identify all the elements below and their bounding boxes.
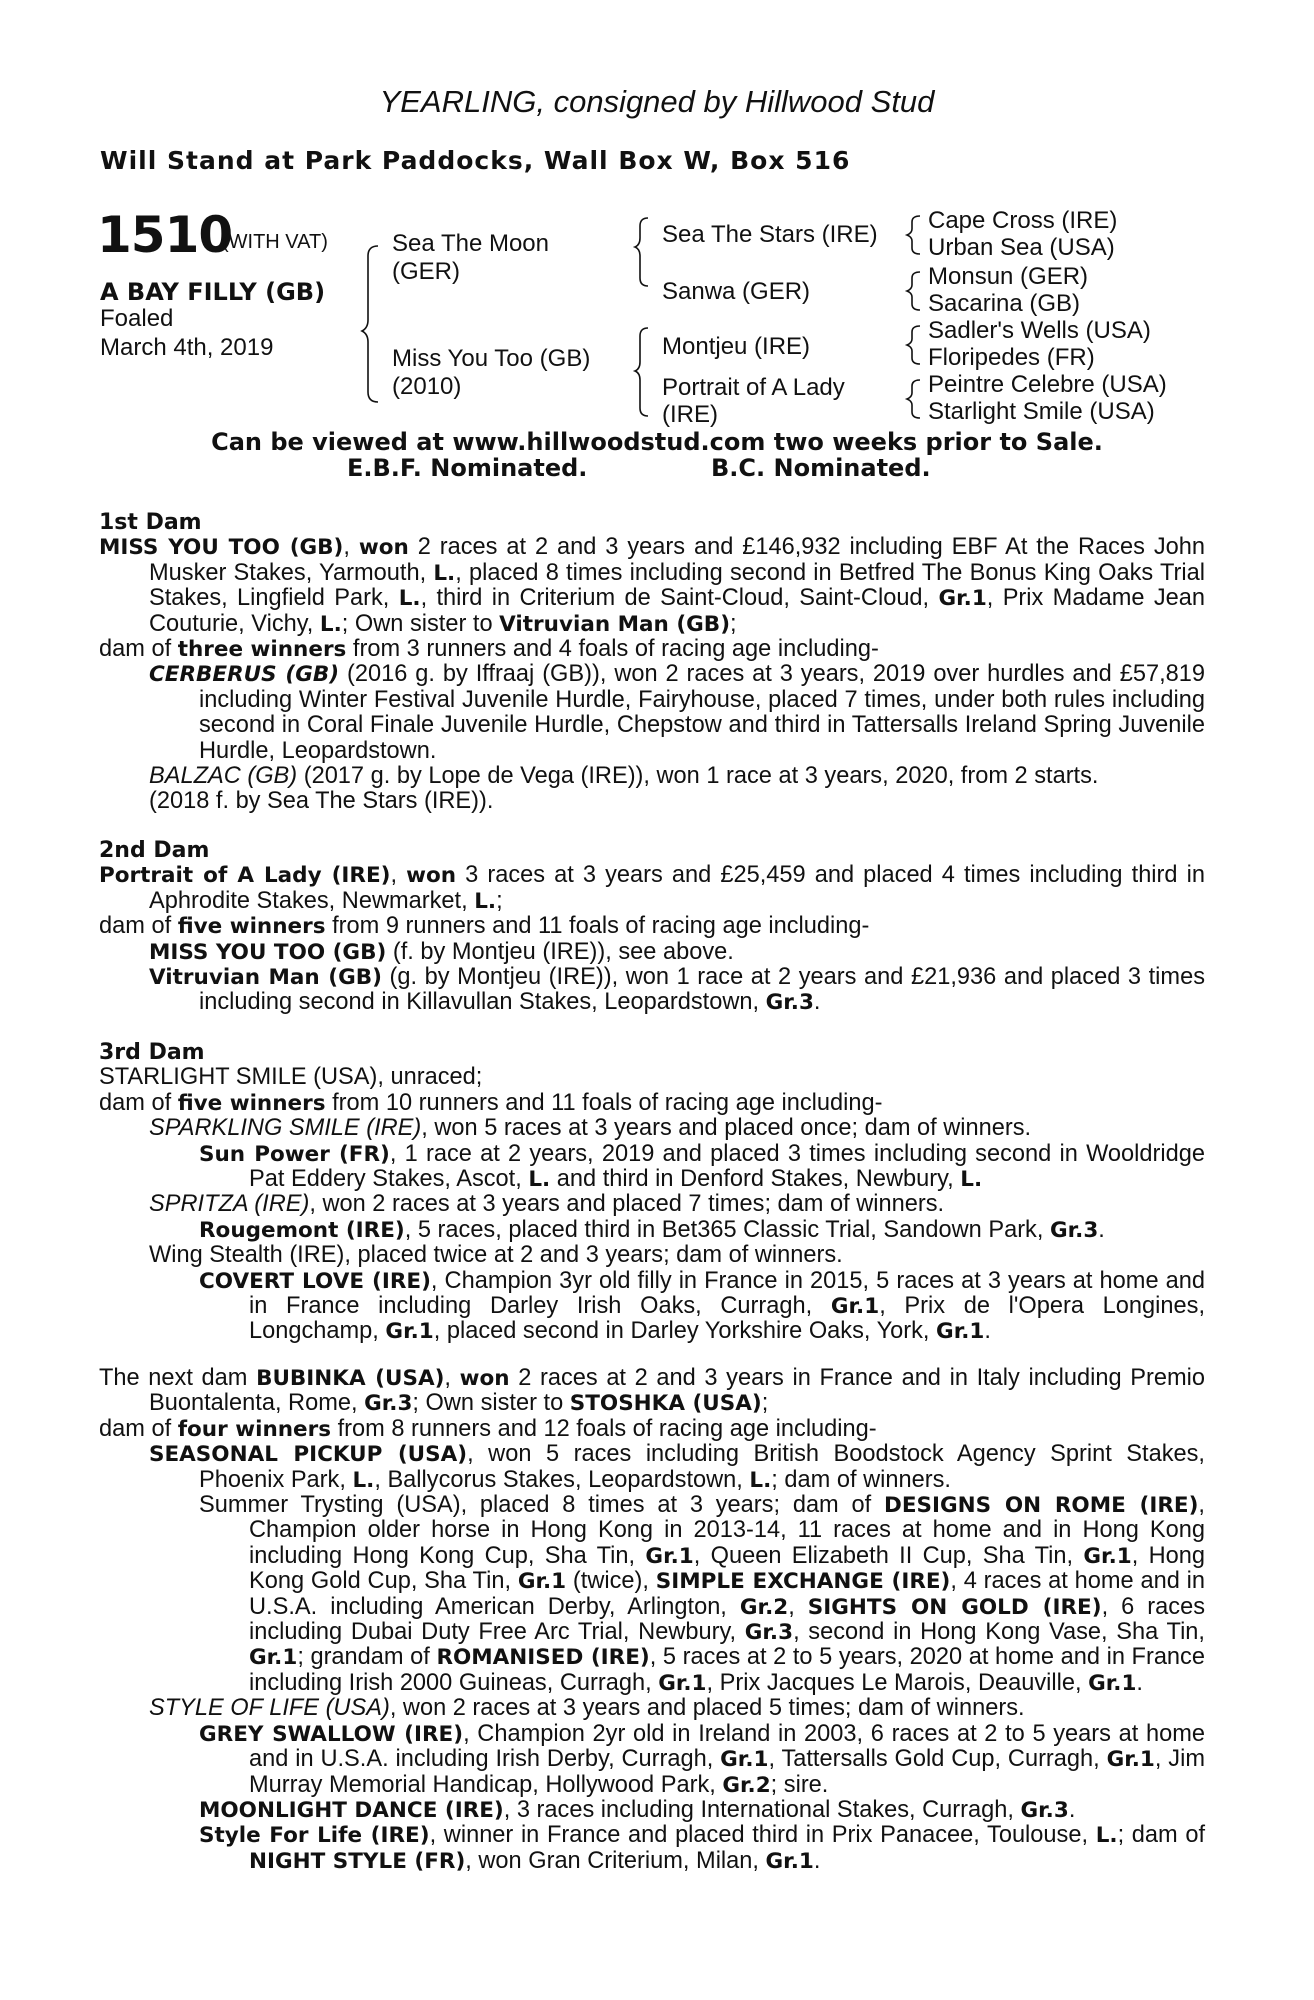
produce-summer-trysting: Summer Trysting (USA), placed 8 times at 3 years; dam of DESIGNS ON ROME (IRE), Champion older horse in Hong Kong in 2013-14, 11 races at home and in Hong Kong including Hong Kong Cup, Sha Tin, Gr.1, Queen Elizabeth II Cup, Sha Tin, Gr.1, Hong Kong Gold Cup, Sha Tin, Gr.1 (twice), SIMPLE EXCHANGE (IRE), 4 races at home and in U.S.A. including American Derby, Arlington, Gr.2, SIGHTS ON GOLD (IRE), 6 races including Dubai Duty Free Arc Trial, Newbury, Gr.3, second in Hong Kong Vase, Sha Tin, Gr.1; grandam of ROMANISED (IRE), 5 races at 2 to 5 years, 2020 at home and in France including Irish 2000 Guineas, Curragh, Gr.1, Prix Jacques Le Marois, Deauville, Gr.1. (199, 1492, 1206, 1696)
third-dam-heading: 3rd Dam (99, 1040, 205, 1065)
first-dam-heading: 1st Dam (99, 510, 202, 535)
second-dam-heading: 2nd Dam (99, 838, 210, 863)
produce-moonlight-dance: MOONLIGHT DANCE (IRE), 3 races including International Stakes, Curragh, Gr.3. (199, 1796, 1076, 1823)
gen3-dds: Peintre Celebre (USA) (928, 371, 1167, 398)
produce-grey-swallow: GREY SWALLOW (IRE), Champion 2yr old in Ireland in 2003, 6 races at 2 to 5 years at home and in U.S.A. including Irish Derby, Curragh, Gr.1, Tattersalls Gold Cup, Curragh, Gr.1, Jim Murray Memorial Handicap, Hollywood Park, Gr.2; sire. (199, 1720, 1206, 1798)
dam-dam: Portrait of A Lady (662, 374, 845, 401)
gen3-sds: Monsun (GER) (928, 263, 1089, 290)
produce-sparkling-smile: SPARKLING SMILE (IRE), won 5 races at 3 years and placed once; dam of winners. (149, 1115, 1032, 1142)
sire-name: Sea The Moon (392, 230, 549, 257)
produce-vitruvian-man: Vitruvian Man (GB) (g. by Montjeu (IRE)), won 1 race at 2 years and £21,936 and placed 3 times including second in Killavullan Stakes, Leopardstown, Gr.3. (149, 964, 1205, 1016)
bc-nominated: B.C. Nominated. (711, 454, 931, 482)
dam-name: Miss You Too (GB) (392, 345, 591, 372)
gen3-sss: Cape Cross (IRE) (928, 207, 1118, 234)
gen3-ddd: Starlight Smile (USA) (928, 398, 1155, 425)
viewing-note: Can be viewed at www.hillwoodstud.com two weeks prior to Sale. (211, 428, 1103, 456)
dam-year: (2010) (392, 373, 462, 400)
third-dam-record: STARLIGHT SMILE (USA), unraced; (99, 1064, 483, 1091)
produce-seasonal-pickup: SEASONAL PICKUP (USA), won 5 races including British Boodstock Agency Sprint Stakes, Phoenix Park, L., Ballycorus Stakes, Leopardstown, L.; dam of winners. (149, 1441, 1205, 1493)
produce-2018-filly: (2018 f. by Sea The Stars (IRE)). (149, 788, 494, 815)
ebf-nominated: E.B.F. Nominated. (347, 454, 588, 482)
foaled-label: Foaled (100, 305, 174, 332)
next-dam-produce-summary: dam of four winners from 8 runners and 12 foals of racing age including- (99, 1415, 877, 1442)
produce-wing-stealth: Wing Stealth (IRE), placed twice at 2 and 3 years; dam of winners. (149, 1242, 843, 1269)
gen3-sdd: Sacarina (GB) (928, 290, 1081, 317)
third-dam-produce-summary: dam of five winners from 10 runners and 11 foals of racing age including- (99, 1089, 883, 1116)
produce-covert-love: COVERT LOVE (IRE), Champion 3yr old filly in France in 2015, 5 races at 3 years at home and in France including Darley Irish Oaks, Curragh, Gr.1, Prix de l'Opera Longines, Longchamp, Gr.1, placed second in Darley Yorkshire Oaks, York, Gr.1. (199, 1267, 1206, 1345)
produce-rougemont: Rougemont (IRE), 5 races, placed third in Bet365 Classic Trial, Sandown Park, Gr.3. (199, 1216, 1105, 1243)
page-title: YEARLING, consigned by Hillwood Stud (379, 84, 935, 119)
second-dam-produce-summary: dam of five winners from 9 runners and 11 foals of racing age including- (99, 913, 870, 940)
third-dam-section (99, 1040, 1205, 1345)
first-dam-section (99, 510, 1205, 815)
next-dam-record: The next dam BUBINKA (USA), won 2 races at 2 and 3 years in France and in Italy including Premio Buontalenta, Rome, Gr.3; Own sister to STOSHKA (USA); (99, 1365, 1205, 1417)
produce-cerberus: CERBERUS (GB) (2016 g. by Iffraaj (GB)), won 2 races at 3 years, 2019 over hurdles and £57,819 including Winter Festival Juvenile Hurdle, Fairyhouse, placed 7 times, under both rules including second in Coral Finale Juvenile Hurdle, Chepstow and third in Tattersalls Ireland Spring Juvenile Hurdle, Leopardstown. (149, 661, 1205, 764)
dam-dam-origin: (IRE) (662, 401, 718, 428)
second-dam-section (99, 838, 1205, 1016)
sire-origin: (GER) (392, 258, 460, 285)
produce-spritza: SPRITZA (IRE), won 2 races at 3 years and placed 7 times; dam of winners. (149, 1191, 945, 1218)
produce-balzac: BALZAC (GB) (2017 g. by Lope de Vega (IRE)), won 1 race at 3 years, 2020, from 2 starts. (149, 763, 1099, 790)
produce-style-for-life: Style For Life (IRE), winner in France and placed third in Prix Panacee, Toulouse, L.; dam of NIGHT STYLE (FR), won Gran Criterium, Milan, Gr.1. (199, 1822, 1205, 1874)
produce-miss-you-too: MISS YOU TOO (GB) (f. by Montjeu (IRE)), see above. (149, 938, 734, 965)
gen3-dsd: Floripedes (FR) (928, 344, 1095, 371)
dam-sire: Montjeu (IRE) (662, 333, 811, 360)
sire-sire: Sea The Stars (IRE) (662, 221, 878, 248)
stand-location: Will Stand at Park Paddocks, Wall Box W, Box 516 (100, 146, 851, 175)
produce-style-of-life: STYLE OF LIFE (USA), won 2 races at 3 years and placed 5 times; dam of winners. (149, 1695, 1025, 1722)
first-dam-produce-summary: dam of three winners from 3 runners and 4 foals of racing age including- (99, 636, 879, 663)
foaled-info (100, 304, 300, 362)
sire-dam: Sanwa (GER) (662, 278, 811, 305)
foaled-date: March 4th, 2019 (100, 334, 274, 361)
gen3-ssd: Urban Sea (USA) (928, 234, 1115, 261)
gen3-dss: Sadler's Wells (USA) (928, 317, 1151, 344)
next-dam-section (99, 1366, 1205, 1874)
first-dam-record: MISS YOU TOO (GB), won 2 races at 2 and 3 years and £146,932 including EBF At the Races John Musker Stakes, Yarmouth, L., placed 8 times including second in Betfred The Bonus King Oaks Trial Stakes, Lingfield Park, L., third in Criterium de Saint-Cloud, Saint-Cloud, Gr.1, Prix Madame Jean Couturie, Vichy, L.; Own sister to Vitruvian Man (GB); (99, 534, 1205, 637)
second-dam-record: Portrait of A Lady (IRE), won 3 races at 3 years and £25,459 and placed 4 times including third in Aphrodite Stakes, Newmarket, L.; (99, 862, 1205, 914)
horse-name: A BAY FILLY (GB) (100, 278, 326, 306)
produce-sun-power: Sun Power (FR), 1 race at 2 years, 2019 and placed 3 times including second in Wooldridge Pat Eddery Stakes, Ascot, L. and third in Denford Stakes, Newbury, L. (199, 1140, 1205, 1193)
lot-number: 1510 (97, 206, 233, 264)
vat-label: (WITH VAT) (222, 231, 328, 253)
